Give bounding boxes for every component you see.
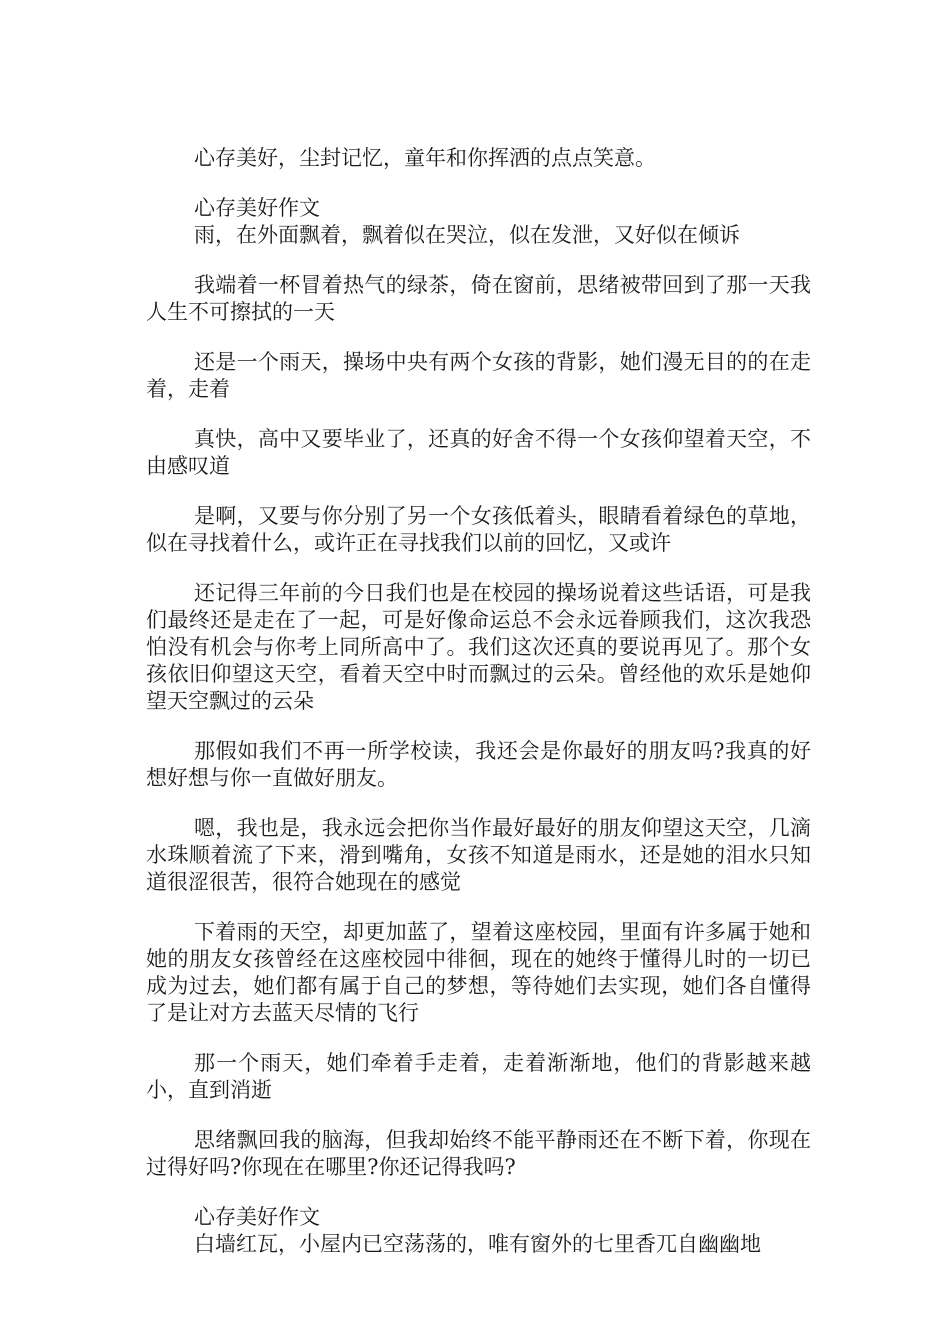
document-body [146, 145, 811, 1281]
paragraph: 思绪飘回我的脑海，但我却始终不能平静雨还在不断下着，你现在过得好吗?你现在在哪里?你还记得我吗? [146, 1128, 811, 1179]
paragraph: 那假如我们不再一所学校读，我还会是你最好的朋友吗?我真的好想好想与你一直做好朋友。 [146, 739, 811, 790]
paragraph: 是啊，又要与你分别了另一个女孩低着头，眼睛看着绿色的草地，似在寻找着什么，或许正在寻找我们以前的回忆，又或许 [146, 504, 811, 555]
paragraph: 那一个雨天，她们牵着手走着，走着渐渐地，他们的背影越来越小，直到消逝 [146, 1051, 811, 1102]
paragraph: 嗯，我也是，我永远会把你当作最好最好的朋友仰望这天空，几滴水珠顺着流了下来，滑到嘴角，女孩不知道是雨水，还是她的泪水只知道很涩很苦，很符合她现在的感觉 [146, 816, 811, 894]
paragraph-intro: 心存美好，尘封记忆，童年和你挥洒的点点笑意。 [194, 146, 656, 170]
paragraph: 还记得三年前的今日我们也是在校园的操场说着这些话语，可是我们最终还是走在了一起，可是好像命运总不会永远眷顾我们，这次我恐怕没有机会与你考上同所高中了。我们这次还真的要说再见了。那个女孩依旧仰望这天空，看着天空中时而飘过的云朵。曾经他的欢乐是她仰望天空飘过的云朵 [146, 581, 811, 713]
paragraph: 白墙红瓦，小屋内已空荡荡的，唯有窗外的七里香兀自幽幽地 [194, 1232, 761, 1256]
section-heading: 心存美好作文 [194, 196, 320, 220]
section-heading: 心存美好作文 [194, 1205, 320, 1229]
paragraph: 我端着一杯冒着热气的绿茶，倚在窗前，思绪被带回到了那一天我人生不可擦拭的一天 [146, 273, 811, 324]
paragraph: 真快，高中又要毕业了，还真的好舍不得一个女孩仰望着天空，不由感叹道 [146, 427, 811, 478]
paragraph: 雨，在外面飘着，飘着似在哭泣，似在发泄，又好似在倾诉 [194, 223, 740, 247]
paragraph: 下着雨的天空，却更加蓝了，望着这座校园，里面有许多属于她和她的朋友女孩曾经在这座校园中徘徊，现在的她终于懂得儿时的一切已成为过去，她们都有属于自己的梦想，等待她们去实现，她们各自懂得了是让对方去蓝天尽情的飞行 [146, 920, 811, 1025]
paragraph: 还是一个雨天，操场中央有两个女孩的背影，她们漫无目的的在走着，走着 [146, 350, 811, 401]
